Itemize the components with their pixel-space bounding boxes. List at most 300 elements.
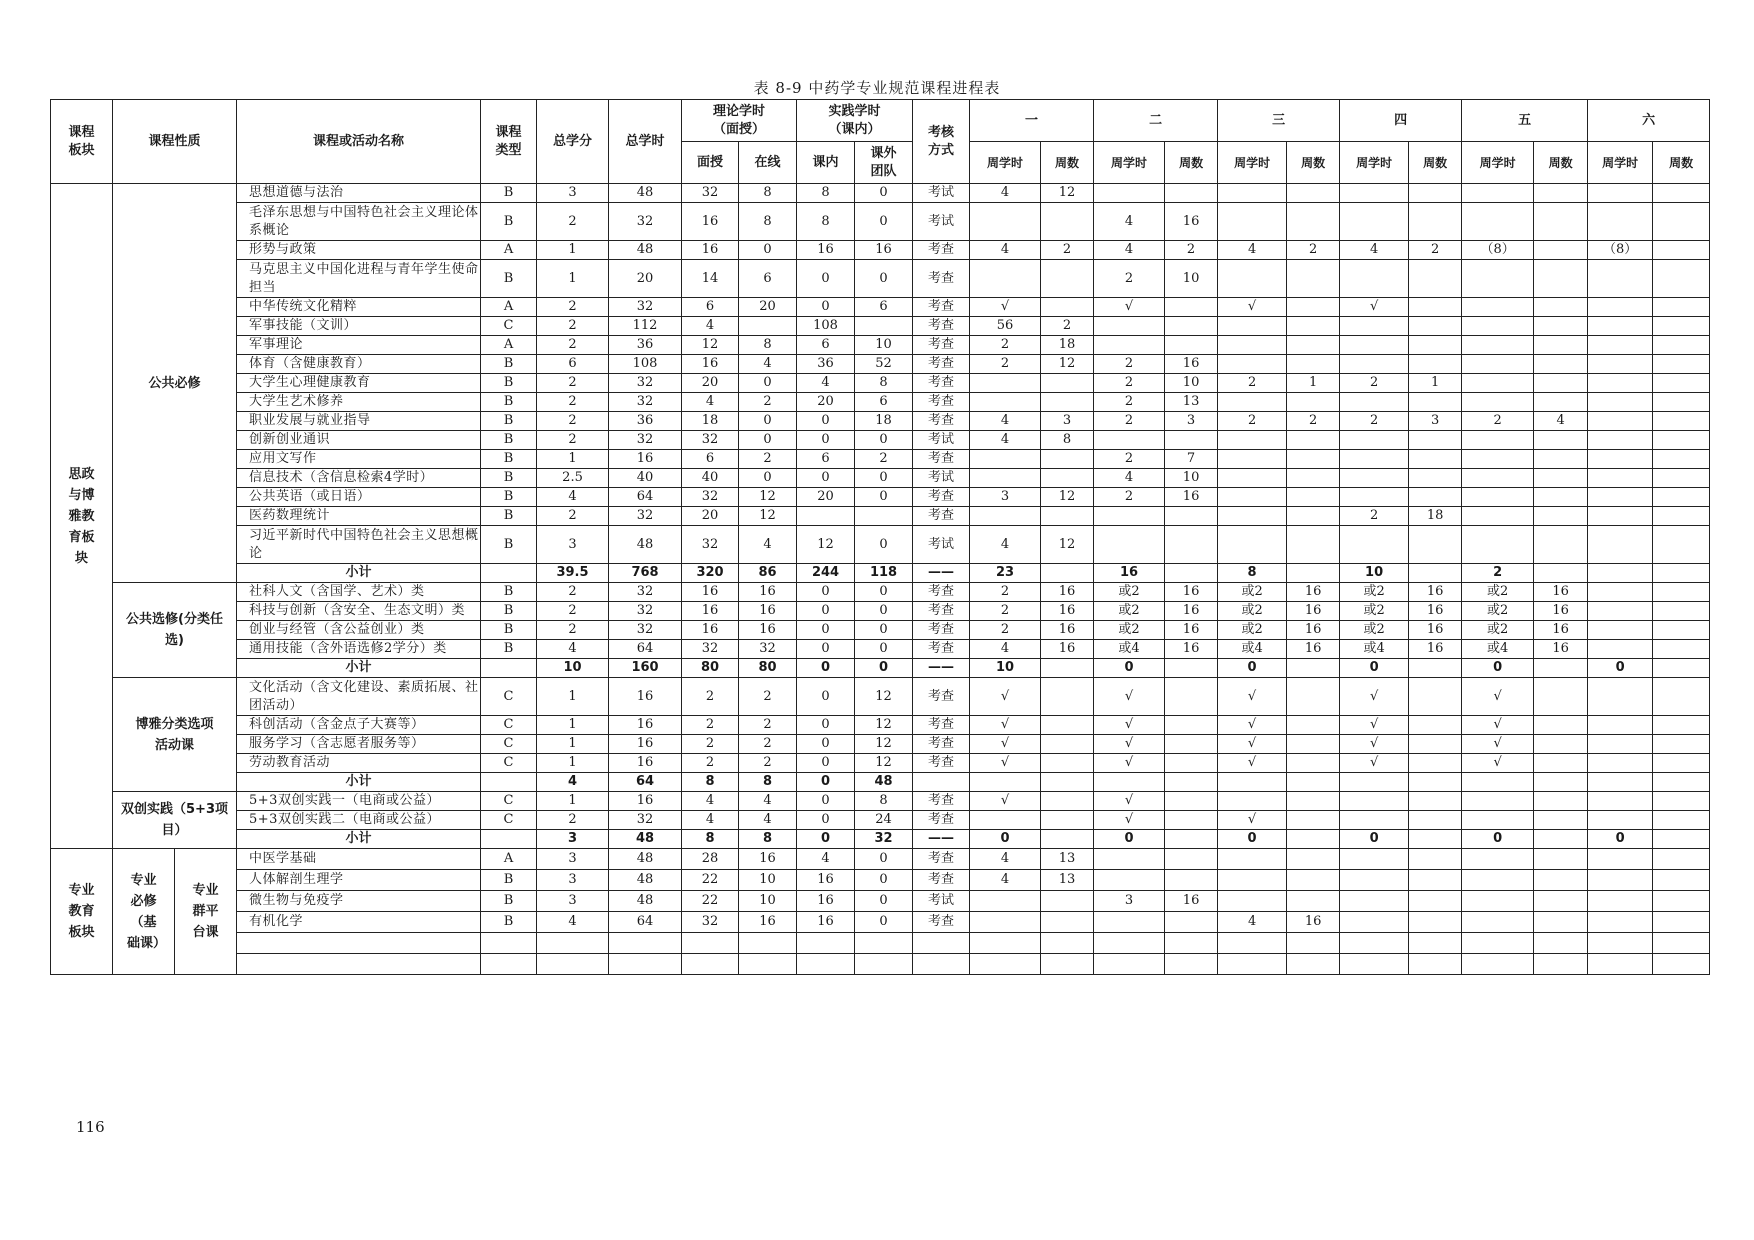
sem5-weeks [1534, 469, 1588, 488]
sem2-week-hours [1094, 912, 1165, 933]
practice-team: 0 [855, 583, 913, 602]
subtotal-empty [481, 659, 537, 678]
sem1-weeks [1041, 754, 1094, 773]
sem5-weeks: 4 [1534, 412, 1588, 431]
course-name: 大学生艺术修养 [237, 393, 481, 412]
sem5-weeks [1534, 954, 1588, 975]
theory-online: 16 [739, 849, 797, 870]
course-type: B [481, 374, 537, 393]
sem4-week-hours: 或2 [1340, 621, 1409, 640]
sem6-weeks [1653, 336, 1710, 355]
sem2-week-hours: 或4 [1094, 640, 1165, 659]
table-row [51, 792, 1710, 811]
sem2-week-hours: 2 [1094, 374, 1165, 393]
sem1-weeks: 3 [1041, 412, 1094, 431]
sem1-week-hours: 4 [970, 412, 1041, 431]
total-hours: 32 [609, 507, 682, 526]
sem2-week-hours [1094, 526, 1165, 564]
subtotal-row [51, 659, 1710, 678]
theory-online: 2 [739, 393, 797, 412]
sem3-weeks [1287, 469, 1340, 488]
sem6-week-hours [1588, 374, 1653, 393]
sem4-weeks [1409, 891, 1462, 912]
sem2-week-hours [1094, 954, 1165, 975]
exam-method: 考查 [913, 735, 970, 754]
sem2-week-hours: √ [1094, 792, 1165, 811]
course-name: 中医学基础 [237, 849, 481, 870]
sem3-weeks: 16 [1287, 912, 1340, 933]
sem3-weeks [1287, 431, 1340, 450]
subtotal-sem4: 0 [1340, 659, 1409, 678]
sem5-week-hours [1462, 355, 1534, 374]
sem2-weeks: 13 [1165, 393, 1218, 412]
practice-inclass: 0 [797, 469, 855, 488]
subtotal-value: 0 [797, 830, 855, 849]
practice-inclass: 0 [797, 431, 855, 450]
practice-inclass: 6 [797, 450, 855, 469]
table-row [51, 933, 1710, 954]
total-hours: 32 [609, 602, 682, 621]
subtotal-empty [1041, 564, 1094, 583]
sem5-weeks [1534, 431, 1588, 450]
exam-method: 考查 [913, 678, 970, 716]
sem4-weeks: 2 [1409, 241, 1462, 260]
sem6-weeks [1653, 811, 1710, 830]
theory-face: 4 [682, 393, 739, 412]
sem6-weeks [1653, 317, 1710, 336]
sem6-week-hours [1588, 811, 1653, 830]
theory-face: 4 [682, 792, 739, 811]
practice-inclass: 0 [797, 298, 855, 317]
sem5-week-hours [1462, 469, 1534, 488]
sem3-weeks [1287, 954, 1340, 975]
exam-method: 考查 [913, 754, 970, 773]
theory-face: 4 [682, 811, 739, 830]
course-name: 5+3双创实践二（电商或公益） [237, 811, 481, 830]
sem2-weeks [1165, 849, 1218, 870]
sem3-week-hours [1218, 450, 1287, 469]
exam-method: 考试 [913, 891, 970, 912]
practice-team: 12 [855, 735, 913, 754]
sem3-weeks [1287, 716, 1340, 735]
course-name: 军事理论 [237, 336, 481, 355]
exam-method: 考查 [913, 317, 970, 336]
total-hours: 16 [609, 716, 682, 735]
semester-3-header: 三 [1218, 100, 1340, 142]
practice-inclass: 8 [797, 203, 855, 241]
subtotal-empty [481, 830, 537, 849]
sem4-weeks [1409, 678, 1462, 716]
sem1-week-hours: 4 [970, 184, 1041, 203]
sem1-weeks [1041, 933, 1094, 954]
sem2-week-hours: √ [1094, 735, 1165, 754]
subtotal-label: 小计 [237, 830, 481, 849]
course-type: B [481, 602, 537, 621]
course-name: 中华传统文化精粹 [237, 298, 481, 317]
practice-inclass: 6 [797, 336, 855, 355]
total-hours: 64 [609, 488, 682, 507]
subtotal-sem6: 0 [1588, 830, 1653, 849]
sem3-week-hours: √ [1218, 754, 1287, 773]
practice-team: 12 [855, 678, 913, 716]
sem1-weeks: 13 [1041, 870, 1094, 891]
total-hours: 32 [609, 298, 682, 317]
theory-online: 2 [739, 754, 797, 773]
practice-team: 0 [855, 870, 913, 891]
sem1-weeks [1041, 792, 1094, 811]
exam-method: 考查 [913, 241, 970, 260]
header-exam: 考核方式 [913, 100, 970, 184]
sem2-weeks [1165, 792, 1218, 811]
course-name: 习近平新时代中国特色社会主义思想概论 [237, 526, 481, 564]
course-name: 医药数理统计 [237, 507, 481, 526]
sem1-week-hours: 2 [970, 602, 1041, 621]
practice-inclass: 0 [797, 716, 855, 735]
exam-method: 考查 [913, 298, 970, 317]
sem4-weeks [1409, 811, 1462, 830]
total-credits: 2 [537, 374, 609, 393]
exam-method: 考试 [913, 203, 970, 241]
subtotal-sem2: 16 [1094, 564, 1165, 583]
exam-method: 考查 [913, 792, 970, 811]
sem3-week-hours [1218, 954, 1287, 975]
sem1-weeks [1041, 954, 1094, 975]
sem5-weeks [1534, 526, 1588, 564]
subtotal-sem3 [1218, 773, 1287, 792]
subtotal-label: 小计 [237, 564, 481, 583]
subtotal-value: 48 [855, 773, 913, 792]
course-type: B [481, 488, 537, 507]
sem1-week-hours: 4 [970, 640, 1041, 659]
sem3-weeks [1287, 891, 1340, 912]
total-credits: 4 [537, 912, 609, 933]
sem2-weeks [1165, 184, 1218, 203]
sem2-weeks [1165, 912, 1218, 933]
course-name: 马克思主义中国化进程与青年学生使命担当 [237, 260, 481, 298]
sem6-weeks [1653, 678, 1710, 716]
course-name: 人体解剖生理学 [237, 870, 481, 891]
total-hours: 48 [609, 870, 682, 891]
sem3-weeks [1287, 507, 1340, 526]
semester-4-header: 四 [1340, 100, 1462, 142]
sem1-weeks: 12 [1041, 184, 1094, 203]
total-credits: 2 [537, 412, 609, 431]
sem3-weeks [1287, 933, 1340, 954]
practice-inclass [797, 507, 855, 526]
sem4-week-hours [1340, 811, 1409, 830]
sem2-week-hours: 2 [1094, 412, 1165, 431]
sem1-week-hours: 4 [970, 849, 1041, 870]
subtotal-value [913, 773, 970, 792]
theory-online: 20 [739, 298, 797, 317]
course-type: B [481, 526, 537, 564]
sem6-week-hours [1588, 754, 1653, 773]
total-credits: 3 [537, 526, 609, 564]
weeks-header: 周数 [1287, 142, 1340, 184]
sem3-weeks [1287, 678, 1340, 716]
semester-5-header: 五 [1462, 100, 1588, 142]
table-row [51, 374, 1710, 393]
course-type: A [481, 241, 537, 260]
theory-face: 32 [682, 640, 739, 659]
table-row [51, 526, 1710, 564]
sem6-weeks [1653, 792, 1710, 811]
sem5-week-hours: √ [1462, 678, 1534, 716]
total-hours: 32 [609, 583, 682, 602]
sem5-weeks: 16 [1534, 621, 1588, 640]
sem1-week-hours: 2 [970, 336, 1041, 355]
sem4-week-hours: 或4 [1340, 640, 1409, 659]
sem6-weeks [1653, 526, 1710, 564]
exam-method: 考查 [913, 640, 970, 659]
sem5-weeks [1534, 450, 1588, 469]
sem2-weeks [1165, 317, 1218, 336]
practice-team: 0 [855, 891, 913, 912]
sem2-week-hours: 2 [1094, 260, 1165, 298]
sem5-weeks [1534, 355, 1588, 374]
sem3-weeks: 16 [1287, 640, 1340, 659]
sem2-weeks: 16 [1165, 602, 1218, 621]
total-credits [537, 954, 609, 975]
subtotal-empty [1409, 659, 1462, 678]
sem2-weeks [1165, 336, 1218, 355]
sem1-week-hours [970, 469, 1041, 488]
theory-online: 4 [739, 811, 797, 830]
theory-online: 0 [739, 241, 797, 260]
theory-online: 4 [739, 355, 797, 374]
sem1-weeks: 16 [1041, 583, 1094, 602]
sem3-week-hours: 4 [1218, 912, 1287, 933]
sem5-weeks [1534, 933, 1588, 954]
subtotal-empty [1534, 564, 1588, 583]
theory-online: 4 [739, 526, 797, 564]
theory-face: 2 [682, 735, 739, 754]
course-name: 科技与创新（含安全、生态文明）类 [237, 602, 481, 621]
course-type: B [481, 469, 537, 488]
sem4-weeks: 16 [1409, 621, 1462, 640]
sem5-week-hours [1462, 792, 1534, 811]
table-row [51, 621, 1710, 640]
practice-team: 0 [855, 526, 913, 564]
theory-face: 16 [682, 355, 739, 374]
total-hours [609, 933, 682, 954]
practice-team: 0 [855, 431, 913, 450]
sem6-weeks [1653, 260, 1710, 298]
theory-face: 14 [682, 260, 739, 298]
sem1-week-hours [970, 912, 1041, 933]
theory-online: 2 [739, 450, 797, 469]
sem2-week-hours [1094, 933, 1165, 954]
table-title: 表 8-9 中药学专业规范课程进程表 [753, 79, 1001, 97]
total-hours: 36 [609, 336, 682, 355]
sem6-week-hours [1588, 954, 1653, 975]
block-label-2: 专业教育板块 [51, 849, 113, 975]
total-hours: 112 [609, 317, 682, 336]
theory-online [739, 317, 797, 336]
subtotal-value: —— [913, 564, 970, 583]
subtotal-value: 8 [682, 773, 739, 792]
practice-team [855, 317, 913, 336]
sem5-week-hours [1462, 870, 1534, 891]
course-name: 社科人文（含国学、艺术）类 [237, 583, 481, 602]
course-name: 军事技能（文训） [237, 317, 481, 336]
practice-inclass: 4 [797, 849, 855, 870]
sem4-weeks [1409, 954, 1462, 975]
course-name: 职业发展与就业指导 [237, 412, 481, 431]
sem5-weeks [1534, 298, 1588, 317]
weeks-header: 周数 [1653, 142, 1710, 184]
practice-team: 0 [855, 621, 913, 640]
total-credits: 1 [537, 716, 609, 735]
header-theory: 理论学时（面授） [682, 100, 797, 142]
sem1-weeks: 12 [1041, 488, 1094, 507]
sem2-weeks [1165, 678, 1218, 716]
sem1-week-hours [970, 260, 1041, 298]
course-type: B [481, 355, 537, 374]
subtotal-empty [1534, 773, 1588, 792]
sem6-weeks [1653, 602, 1710, 621]
sem1-weeks [1041, 450, 1094, 469]
total-hours: 16 [609, 792, 682, 811]
boya-label: 博雅分类选项活动课 [113, 678, 237, 792]
sem5-weeks [1534, 241, 1588, 260]
sem3-week-hours [1218, 317, 1287, 336]
sem6-weeks [1653, 469, 1710, 488]
sem1-weeks [1041, 260, 1094, 298]
sem2-week-hours: 或2 [1094, 621, 1165, 640]
total-credits: 2 [537, 602, 609, 621]
course-name: 文化活动（含文化建设、素质拓展、社团活动） [237, 678, 481, 716]
sem3-week-hours [1218, 203, 1287, 241]
sem3-week-hours [1218, 260, 1287, 298]
sem6-weeks [1653, 203, 1710, 241]
sem4-week-hours [1340, 203, 1409, 241]
sem5-weeks [1534, 678, 1588, 716]
exam-method: 考查 [913, 393, 970, 412]
sem1-week-hours: 4 [970, 431, 1041, 450]
course-name: 公共英语（或日语） [237, 488, 481, 507]
header-inclass: 课内 [797, 142, 855, 184]
sem5-week-hours: 或2 [1462, 621, 1534, 640]
sem1-weeks: 16 [1041, 602, 1094, 621]
sem6-week-hours [1588, 488, 1653, 507]
sem3-week-hours [1218, 355, 1287, 374]
sem6-weeks [1653, 583, 1710, 602]
sem1-week-hours: 4 [970, 241, 1041, 260]
exam-method: 考查 [913, 374, 970, 393]
theory-face [682, 954, 739, 975]
subtotal-empty [481, 564, 537, 583]
course-type: C [481, 678, 537, 716]
subtotal-sem5 [1462, 773, 1534, 792]
sem1-weeks: 16 [1041, 640, 1094, 659]
table-row [51, 241, 1710, 260]
major-required-label: 专业必修（基础课） [113, 849, 175, 975]
course-name: 微生物与免疫学 [237, 891, 481, 912]
total-credits: 2 [537, 621, 609, 640]
subtotal-value: 80 [682, 659, 739, 678]
sem5-week-hours: 或4 [1462, 640, 1534, 659]
exam-method: 考查 [913, 507, 970, 526]
sem6-weeks [1653, 374, 1710, 393]
subtotal-sem6 [1588, 564, 1653, 583]
exam-method: 考查 [913, 849, 970, 870]
subtotal-empty [481, 773, 537, 792]
sem3-weeks [1287, 336, 1340, 355]
sem4-week-hours [1340, 792, 1409, 811]
theory-online: 32 [739, 640, 797, 659]
sem6-week-hours [1588, 469, 1653, 488]
sem4-week-hours [1340, 317, 1409, 336]
sem3-weeks: 2 [1287, 412, 1340, 431]
sem4-weeks: 18 [1409, 507, 1462, 526]
total-credits: 1 [537, 678, 609, 716]
course-name: 体育（含健康教育） [237, 355, 481, 374]
subtotal-sem5: 2 [1462, 564, 1534, 583]
sem6-weeks [1653, 393, 1710, 412]
sem6-weeks [1653, 450, 1710, 469]
practice-inclass: 108 [797, 317, 855, 336]
sem3-week-hours: 4 [1218, 241, 1287, 260]
sem5-week-hours [1462, 393, 1534, 412]
sem3-weeks [1287, 754, 1340, 773]
table-row [51, 203, 1710, 241]
sem2-week-hours: 或2 [1094, 602, 1165, 621]
sem4-week-hours [1340, 184, 1409, 203]
sem1-week-hours [970, 954, 1041, 975]
sem3-weeks: 16 [1287, 602, 1340, 621]
table-row [51, 412, 1710, 431]
sem4-week-hours [1340, 933, 1409, 954]
table-row [51, 678, 1710, 716]
sem4-week-hours [1340, 870, 1409, 891]
table-row [51, 716, 1710, 735]
course-type: B [481, 203, 537, 241]
sem3-week-hours [1218, 488, 1287, 507]
sem5-weeks [1534, 184, 1588, 203]
sem6-weeks [1653, 870, 1710, 891]
sem1-week-hours: √ [970, 678, 1041, 716]
theory-face: 2 [682, 716, 739, 735]
theory-online: 4 [739, 792, 797, 811]
practice-inclass [797, 954, 855, 975]
major-platform-label: 专业群平台课 [175, 849, 237, 975]
sem2-week-hours: 2 [1094, 450, 1165, 469]
sem6-weeks [1653, 716, 1710, 735]
sem2-week-hours: √ [1094, 298, 1165, 317]
sem6-weeks [1653, 488, 1710, 507]
theory-online: 8 [739, 184, 797, 203]
sem5-weeks [1534, 488, 1588, 507]
sem6-week-hours [1588, 260, 1653, 298]
practice-inclass: 0 [797, 412, 855, 431]
weeks-header: 周数 [1165, 142, 1218, 184]
total-credits: 2 [537, 298, 609, 317]
course-type: B [481, 260, 537, 298]
exam-method: 考试 [913, 469, 970, 488]
sem5-week-hours [1462, 260, 1534, 298]
course-type: B [481, 912, 537, 933]
sem5-week-hours [1462, 954, 1534, 975]
subtotal-value: 768 [609, 564, 682, 583]
total-credits: 1 [537, 735, 609, 754]
sem4-week-hours: 或2 [1340, 602, 1409, 621]
sem4-weeks [1409, 735, 1462, 754]
sem4-week-hours: 2 [1340, 374, 1409, 393]
sem2-weeks: 16 [1165, 621, 1218, 640]
sem5-week-hours [1462, 317, 1534, 336]
total-credits: 6 [537, 355, 609, 374]
